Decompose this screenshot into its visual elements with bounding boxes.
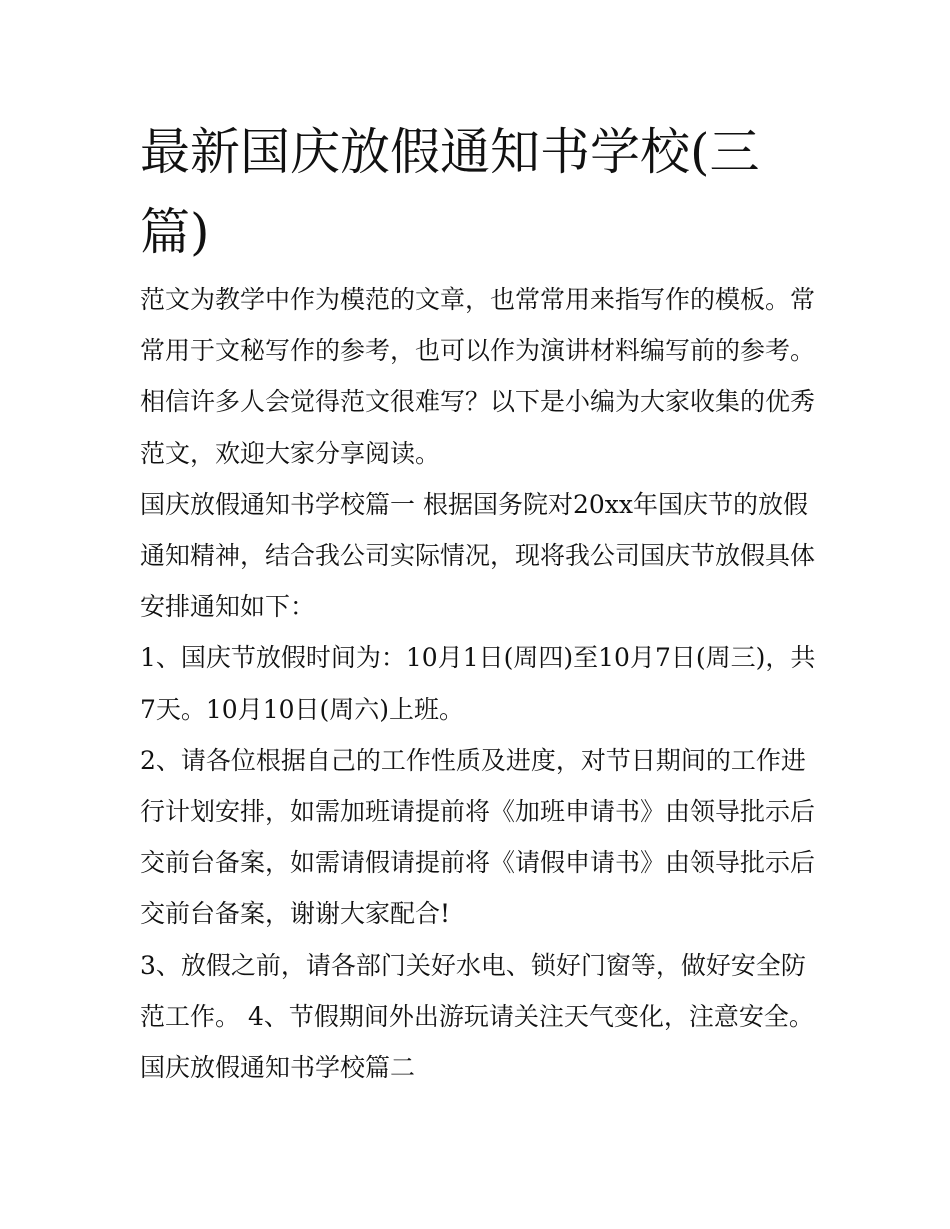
- list-item-work-arrangement: 2、请各位根据自己的工作性质及进度，对节日期间的工作进行计划安排，如需加班请提前将《加班申请书》由领导批示后交前台备案，如需请假请提前将《请假申请书》由领导批示后交前台备案，谢谢大家配合!: [140, 745, 816, 929]
- section-two-heading: 国庆放假通知书学校篇二: [140, 1053, 416, 1083]
- document-title: 最新国庆放假通知书学校(三篇): [140, 123, 760, 261]
- section-one-intro-paragraph: 国庆放假通知书学校篇一 根据国务院对20xx年国庆节的放假通知精神，结合我公司实际情况，现将我公司国庆节放假具体安排通知如下：: [140, 489, 816, 622]
- list-item-safety: 3、放假之前，请各部门关好水电、锁好门窗等，做好安全防范工作。 4、节假期间外出游玩请关注天气变化，注意安全。: [140, 950, 814, 1031]
- list-item-holiday-dates: 1、国庆节放假时间为：10月1日(周四)至10月7日(周三)，共7天。10月10日(周六)上班。: [140, 643, 816, 724]
- document-body: [140, 274, 824, 1093]
- intro-paragraph: 范文为教学中作为模范的文章，也常常用来指写作的模板。常常用于文秘写作的参考，也可以作为演讲材料编写前的参考。相信许多人会觉得范文很难写？以下是小编为大家收集的优秀范文，欢迎大家分享阅读。: [140, 285, 816, 468]
